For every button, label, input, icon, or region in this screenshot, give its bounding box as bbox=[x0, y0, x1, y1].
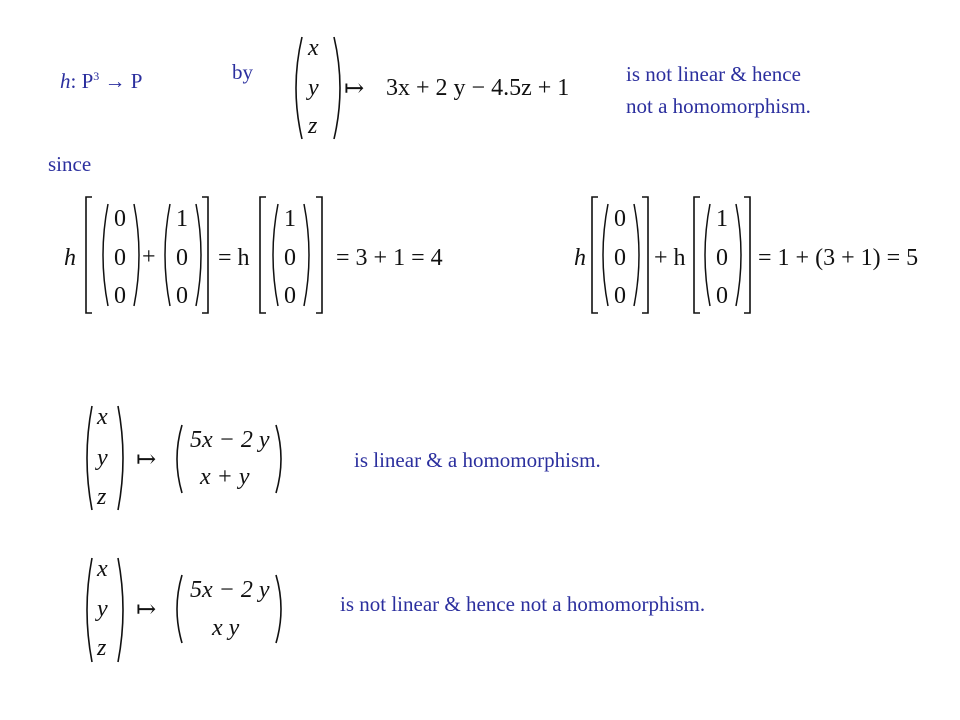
map1-vector-z: z bbox=[308, 113, 318, 139]
eq-left-vec-b-1: 0 bbox=[176, 245, 188, 271]
eq-left-vec-c-2: 0 bbox=[284, 283, 296, 309]
not-linear-line2: not a homomorphism. bbox=[626, 94, 811, 118]
map3-statement: is not linear & hence not a homomorphism. bbox=[340, 592, 706, 616]
map1-formula: 3x + 2 y − 4.5z + 1 bbox=[386, 75, 570, 101]
since-label: since bbox=[48, 152, 92, 176]
map2-mapsto-icon: ↦ bbox=[136, 447, 157, 473]
map1-mapsto-icon: ↦ bbox=[344, 76, 365, 102]
map3-vector-z: z bbox=[97, 635, 107, 661]
map3-mapsto-icon: ↦ bbox=[136, 597, 157, 623]
map2-output-row1: 5x − 2 y bbox=[190, 427, 270, 453]
map3-output-row1: 5x − 2 y bbox=[190, 577, 270, 603]
map2-statement: is linear & a homomorphism. bbox=[354, 448, 601, 472]
eq-right-vec-b-2: 0 bbox=[716, 283, 728, 309]
eq-left-vec-a-0: 0 bbox=[114, 206, 126, 232]
map2-output-row2: x + y bbox=[200, 464, 250, 490]
eq-left-h: h bbox=[64, 245, 76, 271]
map3-vector-x: x bbox=[97, 556, 108, 582]
eq-left-plus: + bbox=[142, 244, 156, 270]
eq-left-vec-a-1: 0 bbox=[114, 245, 126, 271]
map2-vector-x: x bbox=[97, 404, 108, 430]
colon: : bbox=[70, 69, 77, 93]
codomain-space: P bbox=[130, 69, 143, 93]
eq-right-vec-a-0: 0 bbox=[614, 206, 626, 232]
arrow-symbol: → bbox=[104, 69, 126, 93]
map2-vector-y: y bbox=[97, 445, 108, 471]
eq-left-vec-c-0: 1 bbox=[284, 206, 296, 232]
map1-vector-y: y bbox=[308, 75, 319, 101]
eq-right-h: h bbox=[574, 245, 586, 271]
map3-vector-y: y bbox=[97, 596, 108, 622]
domain-space: P bbox=[81, 69, 94, 93]
eq-right-vec-b-1: 0 bbox=[716, 245, 728, 271]
eq-right-vec-b-0: 1 bbox=[716, 206, 728, 232]
eq-left-vec-c-1: 0 bbox=[284, 245, 296, 271]
eq-right-result: = 1 + (3 + 1) = 5 bbox=[758, 245, 919, 271]
eq-left-vec-b-2: 0 bbox=[176, 283, 188, 309]
eq-right-plus-h: + h bbox=[654, 245, 686, 271]
h-symbol: h bbox=[60, 69, 71, 93]
map2-vector-z: z bbox=[97, 484, 107, 510]
not-linear-line1: is not linear & hence bbox=[626, 62, 801, 86]
eq-left-vec-a-2: 0 bbox=[114, 283, 126, 309]
eq-left-result: = 3 + 1 = 4 bbox=[336, 245, 443, 271]
eq-right-vec-a-1: 0 bbox=[614, 245, 626, 271]
by-label: by bbox=[232, 60, 253, 84]
eq-left-equals-h: = h bbox=[218, 245, 250, 271]
map1-vector-x: x bbox=[308, 35, 319, 61]
domain-exponent: 3 bbox=[93, 69, 100, 83]
map3-output-row2: x y bbox=[212, 615, 240, 641]
eq-left-vec-b-0: 1 bbox=[176, 206, 188, 232]
eq-right-vec-a-2: 0 bbox=[614, 283, 626, 309]
map-signature bbox=[60, 70, 142, 92]
